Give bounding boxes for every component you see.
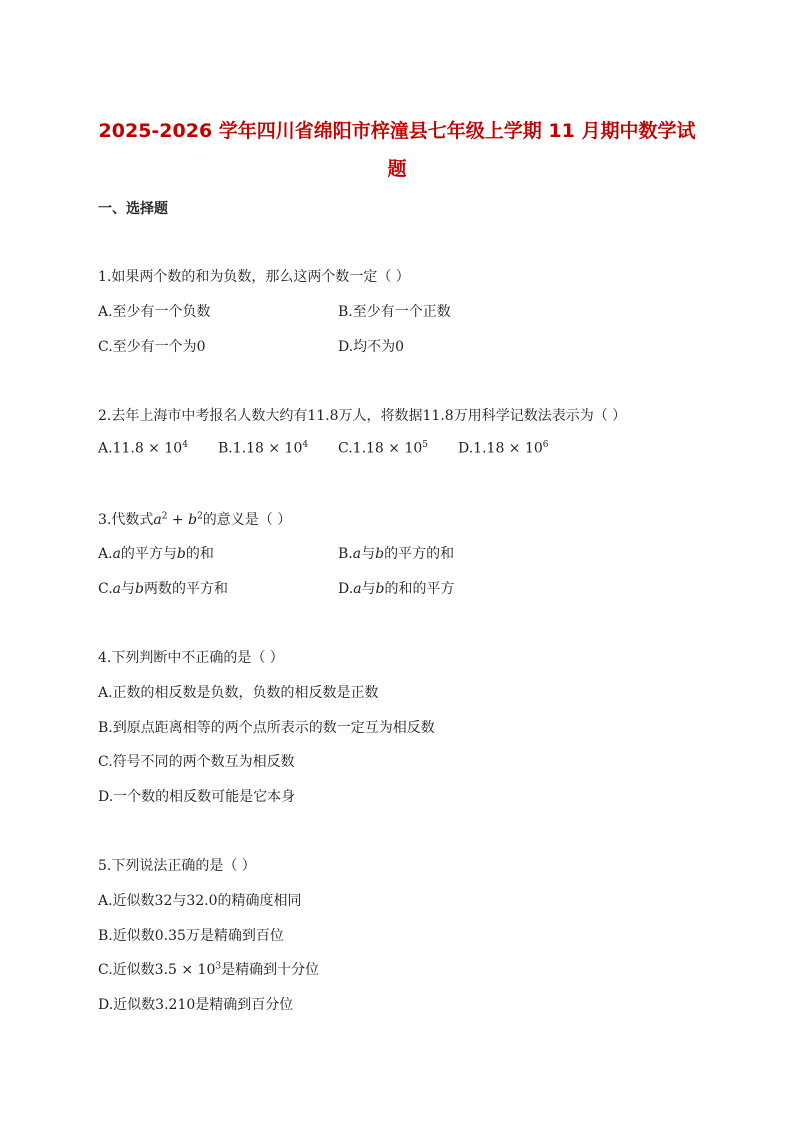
question-3-stem: 3.代数式$a^2 + b^2$的意义是（ ） (98, 511, 292, 528)
question-4-option-a: A.正数的相反数是负数，负数的相反数是正数 (98, 685, 379, 701)
question-2-option-b: $B.1.18 \times 10^4$ (218, 440, 309, 457)
question-2-option-c: $C.1.18 \times 10^5$ (338, 440, 429, 457)
question-3-option-a: A.a的平方与b的和 (98, 546, 214, 562)
question-2-option-d: $D.1.18 \times 10^6$ (458, 440, 549, 457)
document-title: 2025-2026 学年四川省绵阳市梓潼县七年级上学期 11 月期中数学试题 (98, 120, 696, 180)
question-5-option-c: C.近似数$3.5 \times 10^3$是精确到十分位 (98, 961, 320, 978)
section-heading: 一、选择题 (98, 201, 168, 217)
question-5-option-a: A.近似数32与32.0的精确度相同 (98, 893, 302, 909)
question-1-option-a: A.至少有一个负数 (98, 304, 211, 320)
question-5-option-b: B.近似数0.35万是精确到百位 (98, 928, 284, 944)
question-1-stem: 1.如果两个数的和为负数，那么这两个数一定（ ） (98, 269, 410, 285)
question-4-option-d: D.一个数的相反数可能是它本身 (98, 789, 296, 805)
question-4-option-b: B.到原点距离相等的两个点所表示的数一定互为相反数 (98, 720, 435, 736)
question-5-option-d: D.近似数3.210是精确到百分位 (98, 997, 294, 1013)
question-4-stem: 4.下列判断中不正确的是（ ） (98, 650, 284, 666)
question-5-stem: 5.下列说法正确的是（ ） (98, 858, 256, 874)
question-3-option-b: B.a与b的平方的和 (338, 546, 455, 562)
question-1-option-b: B.至少有一个正数 (338, 304, 451, 320)
question-2-option-a: $A.11.8 \times 10^4$ (98, 440, 188, 457)
question-1-option-d: D.均不为0 (338, 339, 405, 355)
question-3-option-d: D.a与b的和的平方 (338, 581, 455, 597)
question-4-option-c: C.符号不同的两个数互为相反数 (98, 754, 295, 770)
question-3-option-c: C.a与b两数的平方和 (98, 581, 228, 597)
question-2-stem: 2.去年上海市中考报名人数大约有11.8万人，将数据11.8万用科学记数法表示为（ ） (98, 408, 627, 424)
question-1-option-c: C.至少有一个为0 (98, 339, 206, 355)
